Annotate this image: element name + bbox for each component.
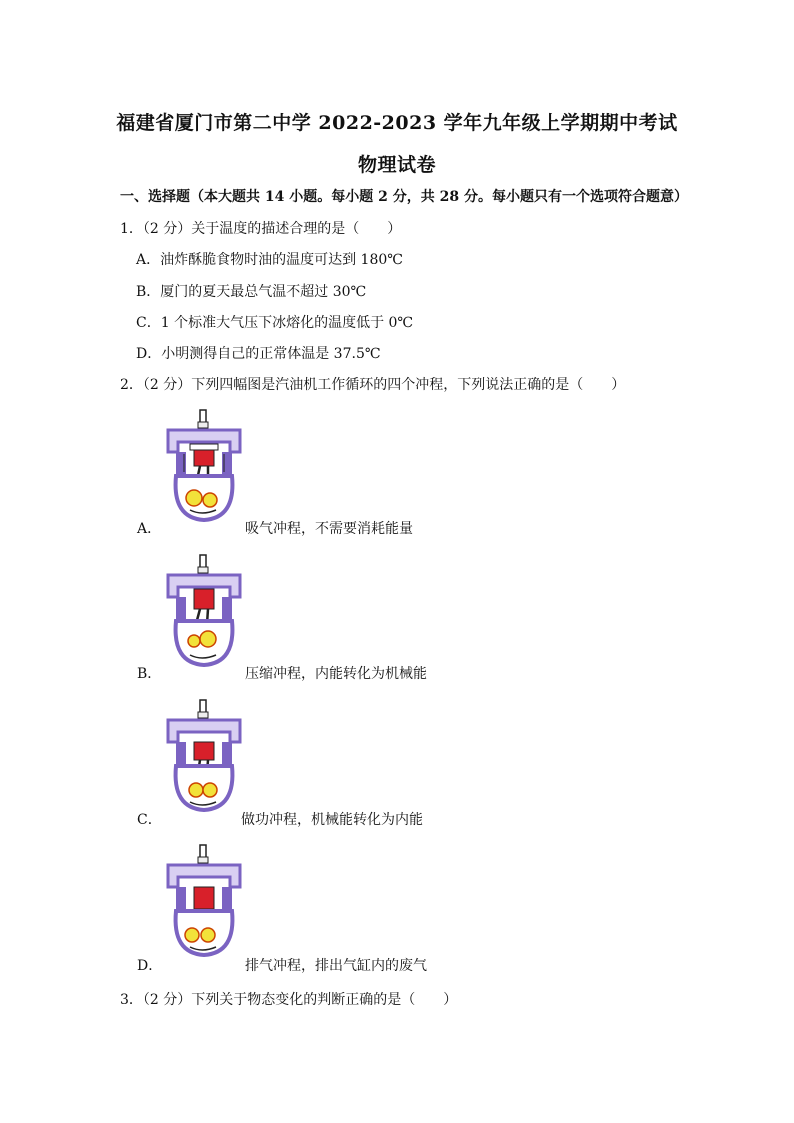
question-2-option-d-desc: 排气冲程，排出气缸内的废气 — [245, 958, 427, 974]
question-2-option-c-label: C． — [137, 812, 162, 828]
question-3-stem: 3．（2 分）下列关于物态变化的判断正确的是（ ） — [120, 992, 458, 1008]
engine-intake-figure — [162, 408, 246, 526]
question-2-stem: 2．（2 分）下列四幅图是汽油机工作循环的四个冲程，下列说法正确的是（ ） — [120, 377, 626, 393]
spark-plug-icon — [198, 410, 208, 428]
exam-title-line1: 福建省厦门市第二中学 2022-2023 学年九年级上学期期中考试 — [116, 112, 678, 134]
section-heading: 一、选择题（本大题共 14 小题。每小题 2 分，共 28 分。每小题只有一个选项符合题意） — [120, 189, 688, 205]
question-2-option-c-desc: 做功冲程，机械能转化为内能 — [241, 812, 423, 828]
engine-compression-figure — [162, 553, 246, 671]
spark-plug-icon — [198, 555, 208, 573]
question-1-option-d: D．小明测得自己的正常体温是 37.5℃ — [136, 346, 381, 362]
spark-plug-icon — [198, 845, 208, 863]
question-2-option-d-label: D． — [137, 958, 163, 974]
question-1-option-c: C．1 个标准大气压下冰熔化的温度低于 0℃ — [136, 315, 414, 331]
engine-exhaust-figure — [162, 843, 246, 961]
question-1-stem: 1．（2 分）关于温度的描述合理的是（ ） — [120, 221, 402, 237]
question-2-option-b-label: B． — [137, 666, 162, 682]
question-2-option-a-desc: 吸气冲程，不需要消耗能量 — [245, 521, 413, 537]
question-1-option-a: A．油炸酥脆食物时油的温度可达到 180℃ — [136, 252, 403, 268]
question-2-option-b-desc: 压缩冲程，内能转化为机械能 — [245, 666, 427, 682]
question-1-option-b: B．厦门的夏天最总气温不超过 30℃ — [136, 284, 367, 300]
exam-title-line2: 物理试卷 — [357, 154, 436, 176]
question-2-option-a-label: A． — [137, 521, 162, 537]
engine-power-figure — [162, 698, 246, 816]
